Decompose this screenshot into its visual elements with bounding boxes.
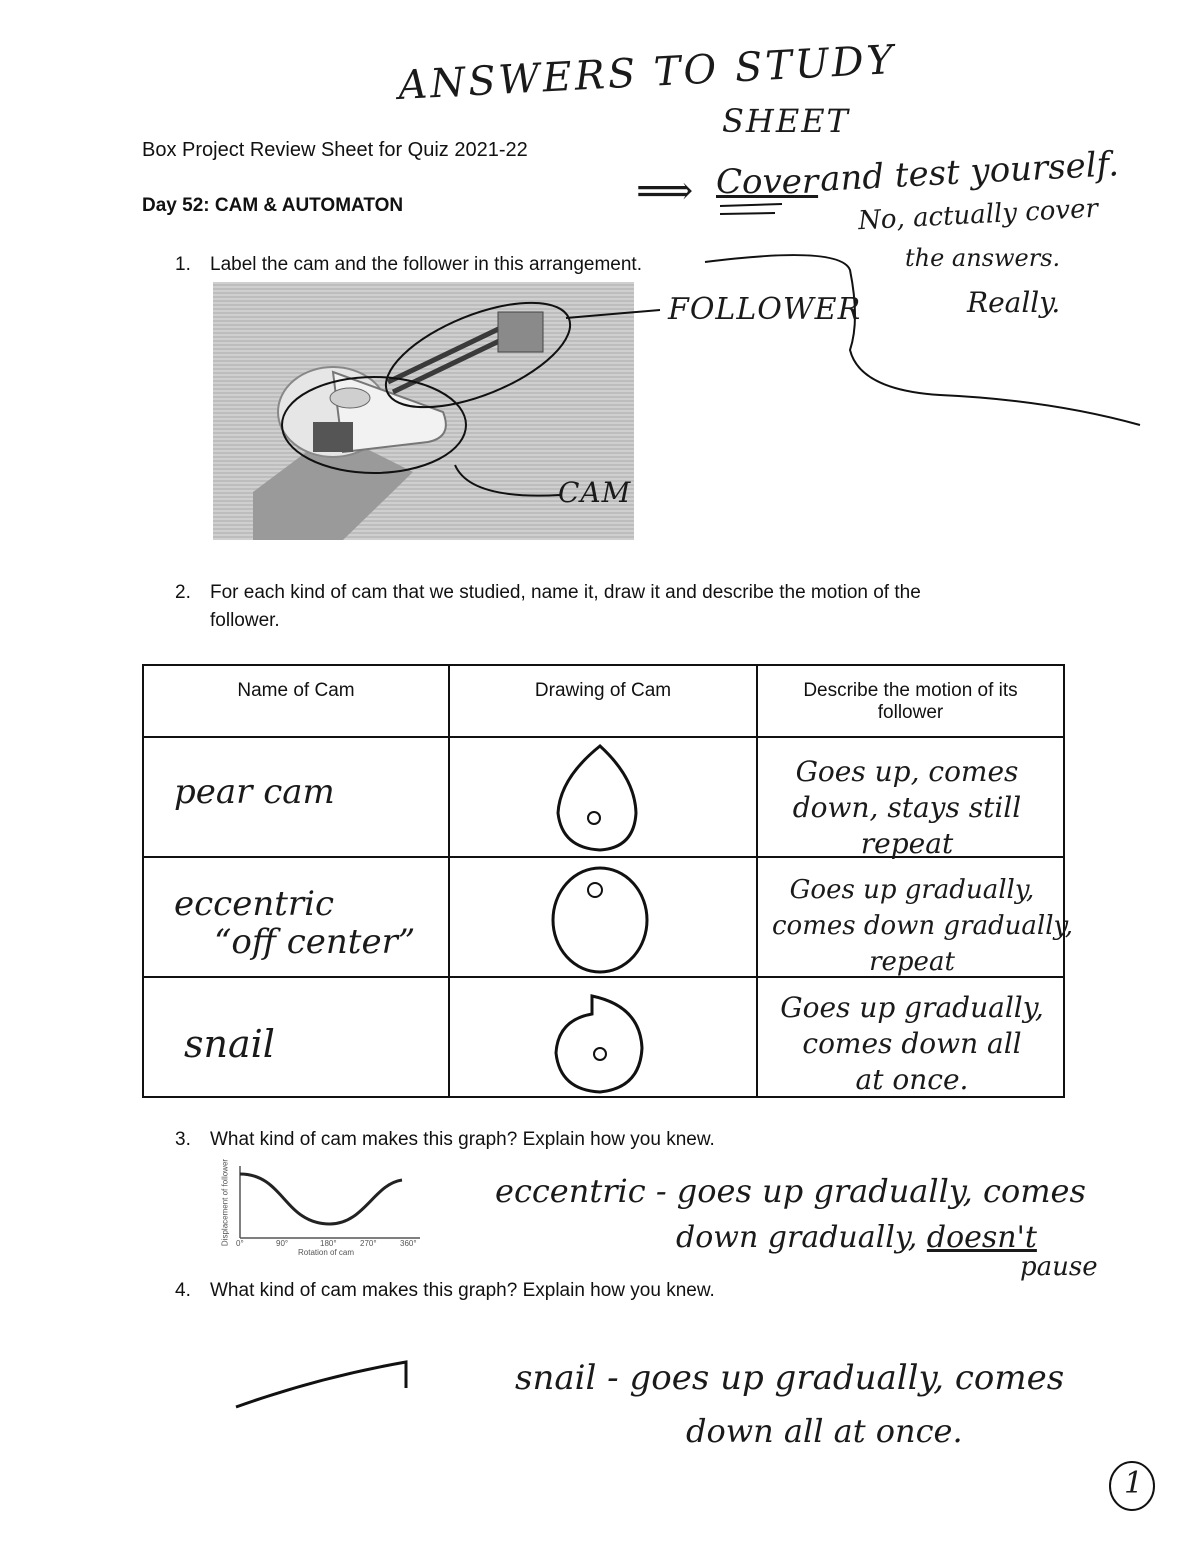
cam-table	[142, 664, 1074, 1098]
motion-line: repeat	[860, 827, 954, 860]
motion-line: down, stays still	[792, 791, 1022, 824]
cell-cam-name	[143, 857, 449, 977]
displacement-graph	[214, 1158, 434, 1262]
graph-xtick: 360°	[400, 1239, 417, 1248]
motion-pear	[772, 754, 1042, 862]
table-row	[143, 857, 1064, 977]
q3-answer-line2	[676, 1220, 1037, 1255]
q2-text-line1: For each kind of cam that we studied, name it, draw it and describe the motion of the	[210, 582, 921, 603]
pear-cam-drawing	[450, 738, 758, 856]
cell-cam-name	[143, 737, 449, 857]
cam-name-eccentric: eccentric	[174, 884, 335, 924]
snail-graph-sketch	[230, 1352, 450, 1412]
q3-answer-line3: pause	[1020, 1252, 1098, 1282]
snail-cam-drawing	[450, 978, 758, 1096]
q4-answer-line2: down all at once.	[686, 1412, 963, 1450]
note-line1-rest: and test yourself.	[819, 144, 1120, 200]
header-motion: Describe the motion of its follower	[757, 665, 1064, 737]
q1-text: Label the cam and the follower in this arrangement.	[210, 254, 642, 275]
cell-motion	[757, 737, 1064, 860]
header-name-of-cam: Name of Cam	[143, 665, 449, 737]
note-cover-word: Cover	[716, 162, 819, 202]
graph-xtick: 0°	[236, 1239, 244, 1248]
cell-motion	[757, 977, 1064, 1097]
motion-line: comes down gradually,	[772, 911, 1074, 941]
cam-name-pear: pear cam	[174, 772, 335, 812]
graph-ylabel: Displacement of follower	[220, 1158, 230, 1247]
header-drawing-of-cam: Drawing of Cam	[449, 665, 757, 737]
q2-number: 2.	[175, 582, 191, 603]
q4-number: 4.	[175, 1280, 191, 1301]
q3-text: What kind of cam makes this graph? Explain how you knew.	[210, 1129, 715, 1150]
q3-answer-line1: eccentric - goes up gradually, comes	[495, 1172, 1086, 1210]
motion-line: at once.	[855, 1063, 969, 1096]
motion-line: Goes up gradually,	[789, 875, 1035, 905]
table-row	[143, 977, 1064, 1097]
q2-text-line2: follower.	[210, 610, 280, 631]
cell-cam-name	[143, 977, 449, 1097]
cell-cam-drawing	[449, 857, 757, 977]
q4-answer-line1: snail - goes up gradually, comes	[515, 1358, 1065, 1398]
motion-line: repeat	[869, 947, 955, 977]
motion-line: comes down all	[802, 1027, 1022, 1060]
cell-cam-drawing	[449, 737, 757, 857]
graph-xlabel: Rotation of cam	[298, 1248, 355, 1257]
handwritten-title-line1: ANSWERS TO STUDY	[397, 36, 898, 110]
eccentric-cam-drawing	[450, 858, 758, 976]
motion-snail	[772, 990, 1052, 1098]
q1-number: 1.	[175, 254, 191, 275]
note-line3: the answers.	[905, 244, 1061, 272]
label-follower: FOLLOWER	[668, 292, 862, 327]
note-arrow: ⟹	[636, 168, 694, 214]
note-line2: No, actually cover	[857, 193, 1099, 237]
cell-motion	[757, 857, 1074, 977]
motion-eccentric	[772, 872, 1074, 980]
cell-cam-drawing	[449, 977, 757, 1097]
handwritten-title-line2: SHEET	[722, 102, 850, 140]
graph-xtick: 270°	[360, 1239, 377, 1248]
motion-line: Goes up gradually,	[780, 991, 1044, 1024]
graph-xtick: 90°	[276, 1239, 289, 1248]
annotation-strokes	[0, 0, 1200, 600]
note-line4: Really.	[967, 286, 1061, 319]
table-header-row	[143, 665, 1064, 737]
cam-name-eccentric-note: “off center”	[214, 922, 416, 962]
q4-text: What kind of cam makes this graph? Explain how you knew.	[210, 1280, 715, 1301]
q3-answer-underlined: doesn't	[926, 1220, 1037, 1255]
table-row	[143, 737, 1064, 857]
cam-name-snail: snail	[184, 1022, 275, 1066]
page-number: 1	[1124, 1466, 1144, 1501]
label-cam: CAM	[558, 476, 632, 509]
document-title: Box Project Review Sheet for Quiz 2021-22	[142, 139, 528, 161]
graph-xtick: 180°	[320, 1239, 337, 1248]
motion-line: Goes up, comes	[795, 755, 1019, 788]
q3-answer-line2-text: down gradually,	[676, 1220, 927, 1255]
day-heading: Day 52: CAM & AUTOMATON	[142, 195, 404, 216]
q3-number: 3.	[175, 1129, 191, 1150]
